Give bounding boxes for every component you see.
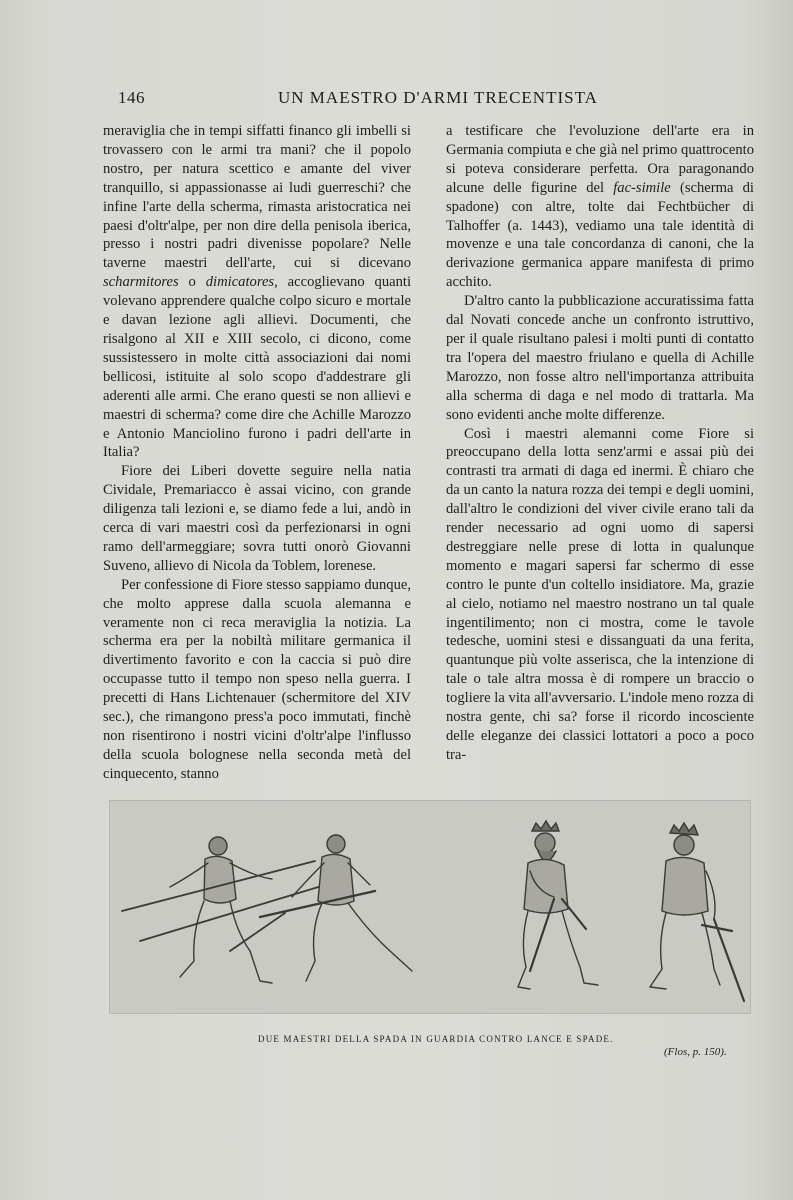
- italic-term: scharmitores: [103, 274, 179, 291]
- text-run: a testificare che l'evoluzione dell'arte era in Germania compiuta e che già nel primo quattrocento si poteva considerare perfetta. Ora paragonando alcune delle figurine del: [446, 123, 754, 196]
- facsimile-illustration: [109, 800, 751, 1014]
- running-title: UN MAESTRO D'ARMI TRECENTISTA: [278, 88, 598, 107]
- fencers-drawing: [110, 801, 750, 1013]
- italic-term: fac-simile: [613, 179, 671, 196]
- text-run: Fiore dei Liberi dovette seguire nella natia Cividale, Premariacco è assai vicino, con grande diligenza tali lezioni e, se diamo fede a lui, andò in cerca di vari maestri così da perfezionarsi in ogni ramo dell'armeggiare; sovra tutti onorò Giovanni Suveno, allievo di Nicola da Toblem, lorenese.: [103, 463, 411, 574]
- lancer-figure-right: [230, 835, 412, 981]
- figure-caption: DUE MAESTRI DELLA SPADA IN GUARDIA CONTRO LANCE E SPADE.: [258, 1034, 614, 1044]
- text-run: Così i maestri alemanni come Fiore si preoccupano della lotta senz'armi e assai più dei contrasti tra armati di daga ed inermi. È chiaro che da un canto la natura rozza dei tempi e degli uomini, dall'altro le condizioni del viver civile erano tali da render necessario ad ogni uomo di sapersi destreggiare nelle prese di lotta in qualunque momento e magari sapersi far schermo di esse contro le punte d'un coltello insidiatore. Ma, grazie al cielo, notiamo nel maestro nostrano un tal quale ingentilimento; non ci mostra, come le tavole tedesche, uomini stesi e dissanguati da una ferita, quantunque più volte asserisca, che la intenzione di tale o tale altra mossa è di rompere un braccio o togliere la vita all'avversario. L'indole meno rozza di nostra gente, chi sa? forse il ricordo incosciente delle eleganze dei classici lottatori a poco a poco tra-: [446, 425, 754, 763]
- text-run: o: [178, 274, 206, 291]
- paragraph: [446, 122, 754, 292]
- figure-source: (Flos, p. 150).: [664, 1046, 727, 1058]
- paragraph: [103, 576, 411, 784]
- crowned-swordsman-back-figure: [650, 823, 744, 1001]
- text-run: meraviglia che in tempi siffatti financo gli imbelli si trovassero con le armi tra mani? che il popolo nostro, per natura scettico e amante del viver tranquillo, si appassionasse ai ludi guerreschi? che infine l'arte della scherma, rimasta aristocratica nei paesi d'oltr'alpe, per non dire della penisola iberica, presso i nostri padri divenisse popolare? Nelle taverne maestri dell'arte, cui si dicevano: [103, 123, 411, 272]
- left-text-column: [103, 122, 411, 784]
- text-run: Per confessione di Fiore stesso sappiamo dunque, che molto apprese dalla scuola alemanna e veramente non ci reca meraviglia la notizia. La scherma era per la nobiltà militare germanica il divertimento favorito e con la caccia si può dire occupasse tutto il tempo non speso nella guerra. I precetti di Hans Lichtenauer (schermitore del XIV sec.), che rimangono press'a poco immutati, finchè non risentirono i nostri vicini d'oltr'alpe l'influsso della scuola bolognese nella seconda metà del cinquecento, stanno: [103, 576, 411, 782]
- right-text-column: [446, 122, 754, 765]
- crowned-swordsman-figure: [518, 821, 598, 989]
- text-run: D'altro canto la pubblicazione accuratissima fatta dal Novati concede anche un confronto istruttivo, per il quale risultano palesi i molti punti di contatto tra l'opera del maestro friulano e quella di Achille Marozzo, non fosse altro nell'importanza attribuita alla scherma di daga e nel modo di trattarla. Ma sono evidenti anche molte differenze.: [446, 293, 754, 423]
- paragraph: [103, 462, 411, 575]
- page-header: [118, 88, 674, 112]
- paragraph: [103, 122, 411, 462]
- text-run: (scherma di spadone) con altre, tolte dai Fechtbücher di Talhoffer (a. 1443), vediamo una tale identità di movenze e una tale concordanza di canoni, che la derivazione germanica appare manifesta di primo acchito.: [446, 179, 754, 291]
- paragraph: [446, 425, 754, 765]
- text-run: , accoglievano quanti volevano apprendere qualche colpo sicuro e mortale e davan lezione agli allievi. Documenti, che risalgono al XII e XIII secolo, ci dicono, come sussistessero in molte città associazioni dai nomi bellicosi, istituite al solo scopo d'addestrare gli aderenti alle armi. Che erano questi se non allievi e maestri di scherma? come dire che Achille Marozzo e Antonio Manciolino furono i padri dell'arte in Italia?: [103, 274, 412, 461]
- italic-term: dimicatores: [205, 274, 275, 291]
- paragraph: [446, 292, 754, 424]
- page-number: 146: [118, 88, 145, 107]
